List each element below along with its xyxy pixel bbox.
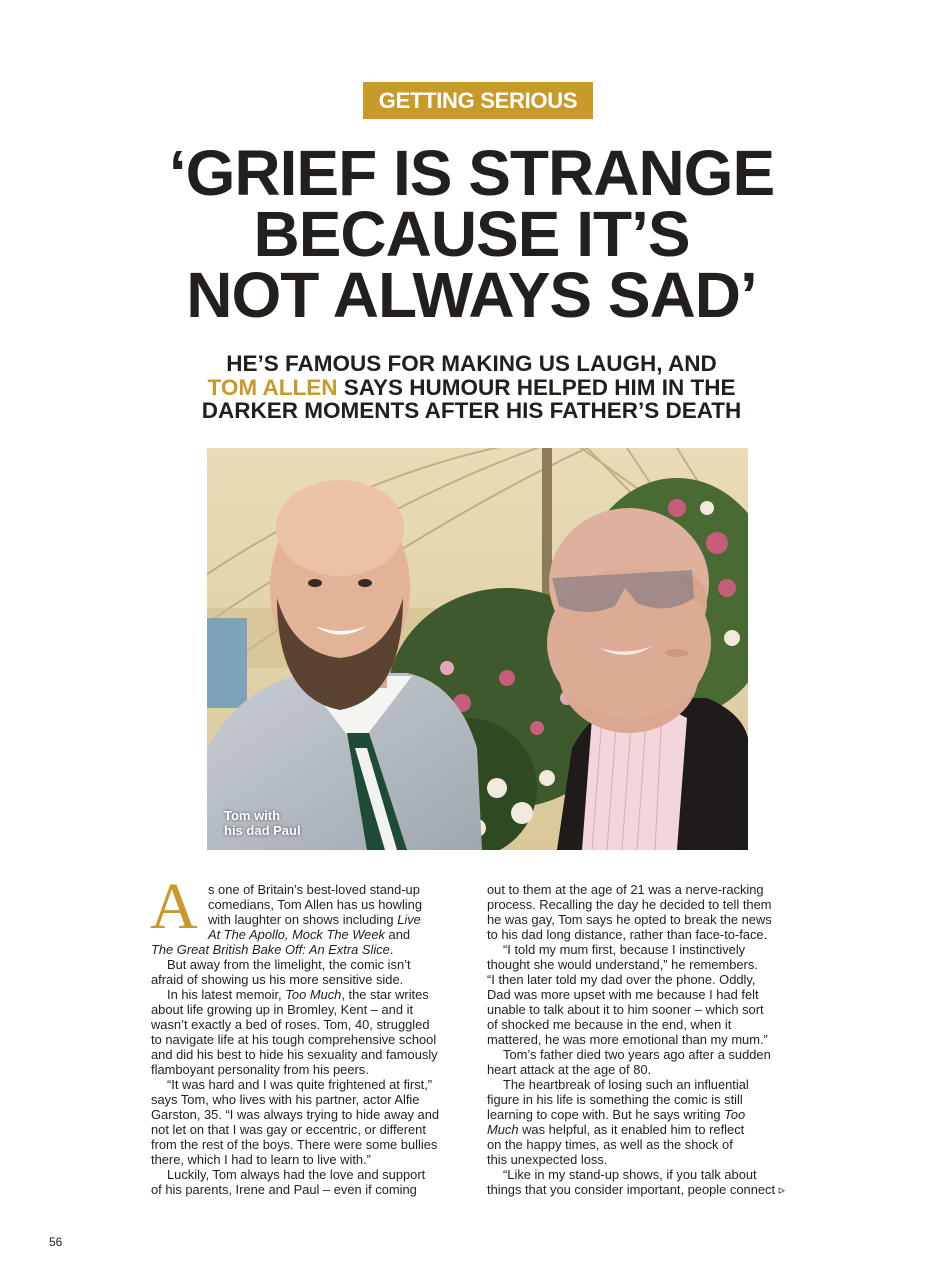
photo-tom-and-dad [207, 448, 748, 850]
body-line: “It was hard and I was quite frightened at first,” [167, 1077, 433, 1092]
show-title: At The Apollo, Mock The Week [208, 927, 385, 942]
body-line: thought she would understand,” he remembers. [487, 957, 758, 972]
show-title: The Great British Bake Off: An Extra Slice [151, 942, 390, 957]
book-title: Too [724, 1107, 746, 1122]
body-column-right [487, 882, 817, 1197]
body-line: this unexpected loss. [487, 1152, 608, 1167]
book-title: Much [487, 1122, 519, 1137]
headline-line-3: NOT ALWAYS SAD’ [186, 259, 757, 331]
body-text: with laughter on shows including [208, 912, 398, 927]
body-line [151, 927, 463, 942]
body-line: “I then later told my dad over the phone. Oddly, [487, 972, 756, 987]
body-text: and [384, 927, 411, 942]
body-line: on the happy times, as well as the shock of [487, 1137, 733, 1152]
body-text: was helpful, as it enabled him to reflect [518, 1122, 745, 1137]
body-line: out to them at the age of 21 was a nerve-racking [487, 882, 764, 897]
body-line: he was gay, Tom says he opted to break the news [487, 912, 772, 927]
standfirst-line-1: HE’S FAMOUS FOR MAKING US LAUGH, AND [226, 351, 717, 376]
body-line [487, 1122, 817, 1137]
body-line: comedians, Tom Allen has us howling [208, 897, 423, 912]
body-line: s one of Britain’s best-loved stand-up [208, 882, 420, 897]
headline-line-2: BECAUSE IT’S [253, 198, 690, 270]
body-line: of shocked me because in the end, when it [487, 1017, 732, 1032]
page-number: 56 [49, 1235, 63, 1249]
section-kicker: GETTING SERIOUS [363, 82, 593, 119]
body-line: there, which I had to learn to live with.” [151, 1152, 371, 1167]
body-line: Dad was more upset with me because I had felt [487, 987, 759, 1002]
body-line: But away from the limelight, the comic isn’t [167, 957, 411, 972]
body-line: to navigate life at his tough comprehensive school [151, 1032, 437, 1047]
standfirst [120, 352, 823, 423]
standfirst-name: TOM ALLEN [207, 374, 338, 400]
body-line: afraid of showing us his more sensitive side. [151, 972, 404, 987]
body-line: mattered, he was more emotional than my mum.” [487, 1032, 768, 1047]
body-text: , the star writes [341, 987, 429, 1002]
body-text: In his latest memoir, [167, 987, 286, 1002]
caption-line-2: his dad Paul [224, 823, 301, 838]
body-column-left [151, 882, 463, 1197]
body-line [487, 1107, 817, 1122]
body-text: . [389, 942, 394, 957]
book-title: Too Much [285, 987, 342, 1002]
body-line: “Like in my stand-up shows, if you talk about [503, 1167, 757, 1182]
body-text: things that you consider important, people connect [487, 1182, 776, 1197]
show-title: Live [397, 912, 421, 927]
body-line: says Tom, who lives with his partner, actor Alfie [151, 1092, 420, 1107]
body-line [151, 987, 463, 1002]
body-line [487, 1182, 817, 1197]
body-line: not let on that I was gay or eccentric, or different [151, 1122, 426, 1137]
standfirst-line-3: DARKER MOMENTS AFTER HIS FATHER’S DEATH [201, 398, 742, 423]
body-text: learning to cope with. But he says writing [487, 1107, 725, 1122]
body-line [151, 942, 463, 957]
body-line: figure in his life is something the comic is still [487, 1092, 743, 1107]
body-line: to his dad long distance, rather than face-to-face. [487, 927, 768, 942]
body-line: heart attack at the age of 80. [487, 1062, 652, 1077]
body-line: unable to talk about it to him sooner – which sort [487, 1002, 764, 1017]
body-line: and did his best to hide his sexuality and famously [151, 1047, 438, 1062]
body-line: “I told my mum first, because I instinctively [503, 942, 746, 957]
photo-caption [224, 808, 344, 838]
continue-arrow-icon: ▹ [778, 1182, 786, 1197]
body-line: process. Recalling the day he decided to tell them [487, 897, 772, 912]
headline-line-1: ‘GRIEF IS STRANGE [168, 137, 775, 209]
body-line: Garston, 35. “I was always trying to hide away and [151, 1107, 440, 1122]
body-line [151, 912, 463, 927]
body-line: Tom’s father died two years ago after a sudden [503, 1047, 771, 1062]
body-line: about life growing up in Bromley, Kent – and it [151, 1002, 414, 1017]
body-line: The heartbreak of losing such an influential [503, 1077, 749, 1092]
body-line: flamboyant personality from his peers. [151, 1062, 369, 1077]
standfirst-line-2-rest: SAYS HUMOUR HELPED HIM IN THE [337, 374, 736, 400]
drop-cap: A [150, 870, 198, 943]
headline [100, 137, 843, 331]
body-line: from the rest of the boys. There were some bullies [151, 1137, 438, 1152]
body-line: Luckily, Tom always had the love and support [167, 1167, 426, 1182]
photo-illustration [207, 448, 748, 850]
body-line: wasn’t exactly a bed of roses. Tom, 40, struggled [151, 1017, 430, 1032]
body-line: of his parents, Irene and Paul – even if coming [151, 1182, 417, 1197]
standfirst-line-2 [120, 376, 823, 400]
caption-line-1: Tom with [224, 808, 281, 823]
